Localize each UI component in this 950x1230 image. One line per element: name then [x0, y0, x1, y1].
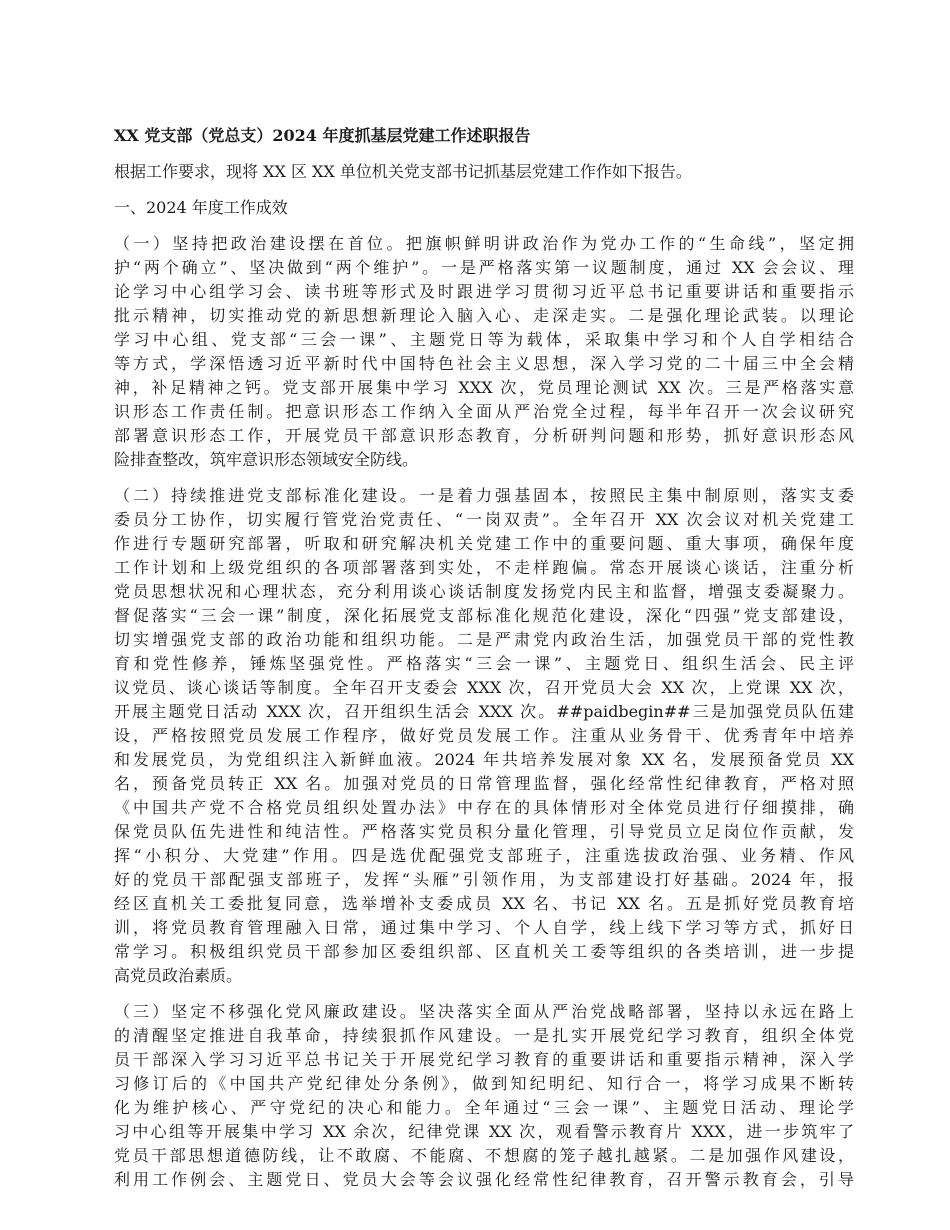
paragraph-line: 训，将党员教育管理融入日常，通过集中学习、个人自学，线上线下学习等方式，抓好日 — [114, 918, 854, 937]
paragraph-line: 利用工作例会、主题党日、党员大会等会议强化经常性纪律教育，召开警示教育会，引导 — [114, 1170, 854, 1189]
paragraph-line: （二）持续推进党支部标准化建设。一是着力强基固本，按照民主集中制原则，落实支委 — [114, 486, 854, 505]
document-title: XX 党支部（党总支）2024 年度抓基层党建工作述职报告 — [114, 126, 531, 145]
paragraph-line: 党员思想状况和心理状态，充分利用谈心谈话制度发扬党内民主和监督，增强支委凝聚力。 — [114, 582, 854, 601]
paragraph-line: 工作计划和上级党组织的各项部署落到实处，不走样跑偏。常态开展谈心谈话，注重分析 — [114, 558, 854, 577]
paragraph-line: 批示精神，切实推动党的新思想新理论入脑入心、走深走实。二是强化理论武装。以理论 — [114, 306, 854, 325]
paragraph-line: 员干部深入学习习近平总书记关于开展党纪学习教育的重要讲话和重要指示精神，深入学 — [114, 1050, 854, 1069]
paragraph-line: 险排查整改，筑牢意识形态领域安全防线。 — [114, 450, 419, 469]
paragraph-line: 切实增强党支部的政治功能和组织功能。二是严肃党内政治生活，加强党员干部的党性教 — [114, 630, 854, 649]
paragraph-line: 设，严格按照党员发展工作程序，做好党员发展工作。注重从业务骨干、优秀青年中培养 — [114, 726, 854, 745]
paragraph-political-construction — [114, 232, 854, 472]
intro-paragraph: 根据工作要求，现将 XX 区 XX 单位机关党支部书记抓基层党建工作作如下报告。 — [114, 162, 692, 181]
paragraph-standardization — [114, 484, 854, 988]
paragraph-line: 学习中心组、党支部“三会一课”、主题党日等为载体，采取集中学习和个人自学相结合 — [114, 330, 854, 349]
paragraph-line: 委员分工协作，切实履行管党治党责任、“一岗双责”。全年召开 XX 次会议对机关党建工 — [114, 510, 854, 529]
paragraph-line: 保党员队伍先进性和纯洁性。严格落实党员积分量化管理，引导党员立足岗位作贡献，发 — [114, 822, 854, 841]
paragraph-line: 识形态工作责任制。把意识形态工作纳入全面从严治党全过程，每半年召开一次会议研究 — [114, 402, 854, 421]
paragraph-line: 论学习中心组学习会、读书班等形式及时跟进学习贯彻习近平总书记重要讲话和重要指示 — [114, 282, 854, 301]
paragraph-clean-governance — [114, 1000, 854, 1192]
paragraph-line: 和发展党员，为党组织注入新鲜血液。2024 年共培养发展对象 XX 名，发展预备党员 XX — [114, 750, 854, 769]
paragraph-line: 挥“小积分、大党建”作用。四是选优配强党支部班子，注重选拔政治强、业务精、作风 — [114, 846, 854, 865]
paragraph-line: 党员干部思想道德防线，让不敢腐、不能腐、不想腐的笼子越扎越紧。二是加强作风建设， — [114, 1146, 854, 1165]
paragraph-line: 习中心组等开展集中学习 XX 余次，纪律党课 XX 次，观看警示教育片 XXX，进一步筑牢了 — [114, 1122, 854, 1141]
paragraph-line: 经区直机关工委批复同意，选举增补支委成员 XX 名、书记 XX 名。五是抓好党员教育培 — [114, 894, 854, 913]
document-page — [114, 124, 854, 1204]
paragraph-line: 名，预备党员转正 XX 名。加强对党员的日常管理监督，强化经常性纪律教育，严格对照 — [114, 774, 854, 793]
paragraph-line: 化为维护核心、严守党纪的决心和能力。全年通过“三会一课”、主题党日活动、理论学 — [114, 1098, 854, 1117]
paragraph-line: 育和党性修养，锤炼坚强党性。严格落实“三会一课”、主题党日、组织生活会、民主评 — [114, 654, 854, 673]
paragraph-line: 的清醒坚定推进自我革命，持续狠抓作风建设。一是扎实开展党纪学习教育，组织全体党 — [114, 1026, 854, 1045]
paragraph-line: 护“两个确立”、坚决做到“两个维护”。一是严格落实第一议题制度，通过 XX 会会议、理 — [114, 258, 854, 277]
paragraph-line: 《中国共产党不合格党员组织处置办法》中存在的具体情形对全体党员进行仔细摸排，确 — [114, 798, 854, 817]
paragraph-line: 等方式，学深悟透习近平新时代中国特色社会主义思想，深入学习党的二十届三中全会精 — [114, 354, 854, 373]
paragraph-line: 议党员、谈心谈话等制度。全年召开支委会 XXX 次，召开党员大会 XX 次，上党课 XX 次， — [114, 678, 854, 697]
paragraph-line: 作进行专题研究部署，听取和研究解决机关党建工作中的重要问题、重大事项，确保年度 — [114, 534, 854, 553]
paragraph-line: 习修订后的《中国共产党纪律处分条例》，做到知纪明纪、知行合一，将学习成果不断转 — [114, 1074, 854, 1093]
paragraph-line: 神，补足精神之钙。党支部开展集中学习 XXX 次，党员理论测试 XX 次。三是严格落实意 — [114, 378, 854, 397]
paragraph-line: （一）坚持把政治建设摆在首位。把旗帜鲜明讲政治作为党办工作的“生命线”，坚定拥 — [114, 234, 854, 253]
paragraph-line: 好的党员干部配强支部班子，发挥“头雁”引领作用，为支部建设打好基础。2024 年，报 — [114, 870, 854, 889]
paragraph-line: 部署意识形态工作，开展党员干部意识形态教育，分析研判问题和形势，抓好意识形态风 — [114, 426, 854, 445]
paragraph-line: 高党员政治素质。 — [114, 966, 243, 985]
paragraph-line: （三）坚定不移强化党风廉政建设。坚决落实全面从严治党战略部署，坚持以永远在路上 — [114, 1002, 854, 1021]
section-heading: 一、2024 年度工作成效 — [114, 198, 288, 217]
paragraph-line: 常学习。积极组织党员干部参加区委组织部、区直机关工委等组织的各类培训，进一步提 — [114, 942, 854, 961]
paragraph-line: 督促落实“三会一课”制度，深化拓展党支部标准化规范化建设，深化“四强”党支部建设， — [114, 606, 854, 625]
paragraph-line: 开展主题党日活动 XXX 次，召开组织生活会 XXX 次。##paidbegin##三是加强党员队伍建 — [114, 702, 854, 721]
